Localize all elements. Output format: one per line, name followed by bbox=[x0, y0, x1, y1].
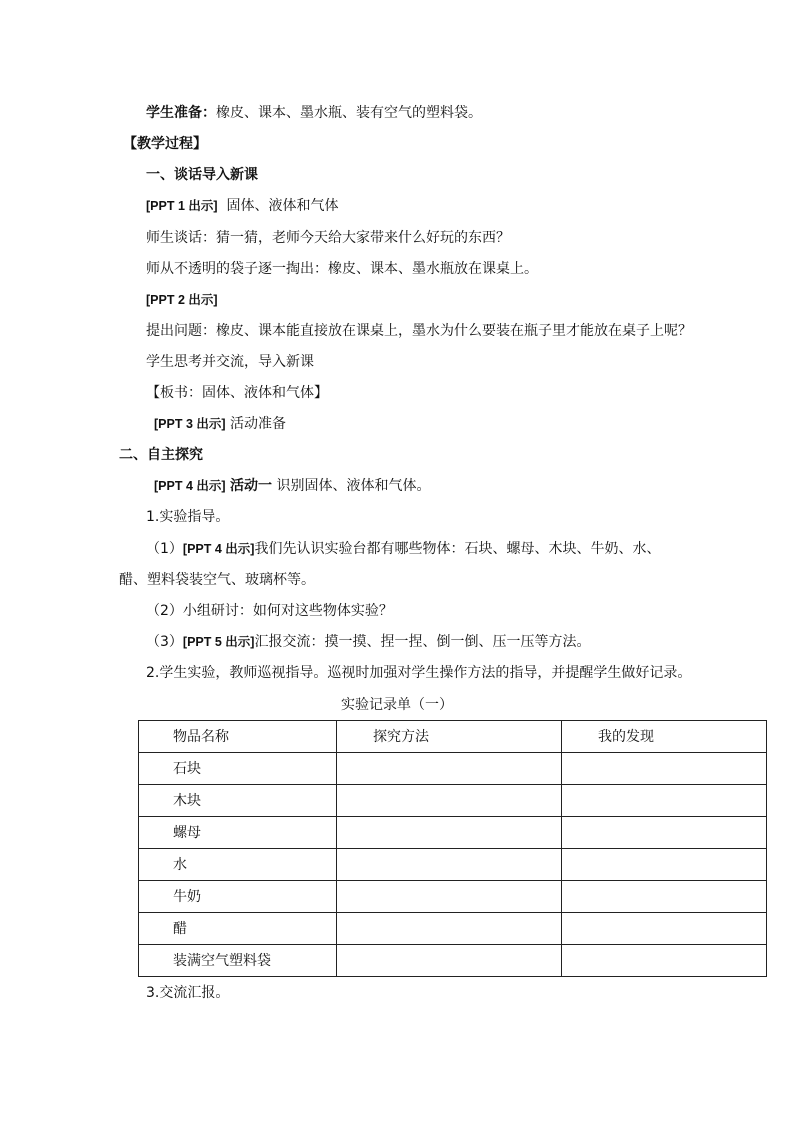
table-caption: 实验记录单（一） bbox=[341, 697, 453, 713]
step1-heading: 1.实验指导。 bbox=[146, 509, 230, 525]
substep1-tag: [PPT 4 出示] bbox=[182, 542, 255, 556]
ppt4-tag: [PPT 4 出示] bbox=[154, 479, 226, 493]
finding-cell bbox=[562, 913, 767, 945]
ppt3-line bbox=[154, 414, 286, 434]
item-name-cell: 醋 bbox=[139, 913, 337, 945]
item-name-cell: 螺母 bbox=[139, 817, 337, 849]
student-prep-text: 橡皮、课本、墨水瓶、装有空气的塑料袋。 bbox=[216, 105, 482, 121]
table-row bbox=[139, 913, 767, 945]
method-cell bbox=[337, 881, 562, 913]
ppt2-line bbox=[146, 290, 218, 310]
finding-cell bbox=[562, 849, 767, 881]
activity-label: 活动一 bbox=[230, 478, 272, 494]
table-row bbox=[139, 849, 767, 881]
method-cell bbox=[337, 849, 562, 881]
student-prep-line bbox=[146, 103, 482, 123]
finding-cell bbox=[562, 945, 767, 977]
method-cell bbox=[337, 945, 562, 977]
method-cell bbox=[337, 817, 562, 849]
method-cell bbox=[337, 753, 562, 785]
substep1-continuation: 醋、塑料袋装空气、玻璃杯等。 bbox=[119, 572, 315, 588]
board-note: 【板书：固体、液体和气体】 bbox=[146, 385, 328, 401]
table-header-row bbox=[139, 721, 767, 753]
table-row bbox=[139, 817, 767, 849]
method-cell bbox=[337, 913, 562, 945]
finding-cell bbox=[562, 881, 767, 913]
item-name-cell: 石块 bbox=[139, 753, 337, 785]
item-name-cell: 牛奶 bbox=[139, 881, 337, 913]
item-name-cell: 装满空气塑料袋 bbox=[139, 945, 337, 977]
table-row bbox=[139, 785, 767, 817]
table-header-cell: 探究方法 bbox=[337, 721, 562, 753]
substep3-prefix: （3） bbox=[146, 634, 183, 650]
paragraph-dialogue: 师生谈话：猜一猜，老师今天给大家带来什么好玩的东西？ bbox=[146, 230, 510, 246]
step2-line: 2.学生实验，教师巡视指导。巡视时加强对学生操作方法的指导，并提醒学生做好记录。 bbox=[146, 665, 692, 681]
item-name-cell: 木块 bbox=[139, 785, 337, 817]
step3-line: 3.交流汇报。 bbox=[146, 985, 230, 1001]
substep1-prefix: （1） bbox=[146, 541, 183, 557]
ppt4-line bbox=[154, 476, 430, 496]
table-header-cell: 我的发现 bbox=[562, 721, 767, 753]
section2-heading: 二、自主探究 bbox=[119, 447, 203, 463]
teaching-process-heading: 【教学过程】 bbox=[123, 136, 207, 152]
finding-cell bbox=[562, 753, 767, 785]
record-table bbox=[138, 720, 767, 977]
table-header-cell: 物品名称 bbox=[139, 721, 337, 753]
ppt2-tag: [PPT 2 出示] bbox=[146, 293, 218, 307]
substep3-line bbox=[146, 632, 590, 652]
finding-cell bbox=[562, 817, 767, 849]
table-row bbox=[139, 945, 767, 977]
substep3-text: 汇报交流：摸一摸、捏一捏、倒一倒、压一压等方法。 bbox=[254, 634, 591, 650]
substep2-line: （2）小组研讨：如何对这些物体实验？ bbox=[146, 603, 393, 619]
paragraph-discuss: 学生思考并交流，导入新课 bbox=[146, 354, 314, 370]
table-row bbox=[139, 753, 767, 785]
ppt1-line bbox=[146, 196, 338, 216]
table-row bbox=[139, 881, 767, 913]
method-cell bbox=[337, 785, 562, 817]
substep1-text: 我们先认识实验台都有哪些物体：石块、螺母、木块、牛奶、水、 bbox=[254, 541, 661, 557]
substep1-line bbox=[146, 539, 660, 559]
ppt1-tag: [PPT 1 出示] bbox=[146, 199, 218, 213]
item-name-cell: 水 bbox=[139, 849, 337, 881]
ppt3-tag: [PPT 3 出示] bbox=[154, 417, 226, 431]
finding-cell bbox=[562, 785, 767, 817]
substep3-tag: [PPT 5 出示] bbox=[182, 635, 255, 649]
section1-heading: 一、谈话导入新课 bbox=[146, 167, 258, 183]
ppt1-text: 固体、液体和气体 bbox=[226, 198, 339, 214]
student-prep-label: 学生准备： bbox=[146, 105, 216, 121]
paragraph-bag: 师从不透明的袋子逐一掏出：橡皮、课本、墨水瓶放在课桌上。 bbox=[146, 261, 538, 277]
ppt3-text: 活动准备 bbox=[230, 416, 286, 432]
paragraph-question: 提出问题：橡皮、课本能直接放在课桌上，墨水为什么要装在瓶子里才能放在桌子上呢？ bbox=[146, 323, 692, 339]
activity-text: 识别固体、液体和气体。 bbox=[276, 478, 431, 494]
